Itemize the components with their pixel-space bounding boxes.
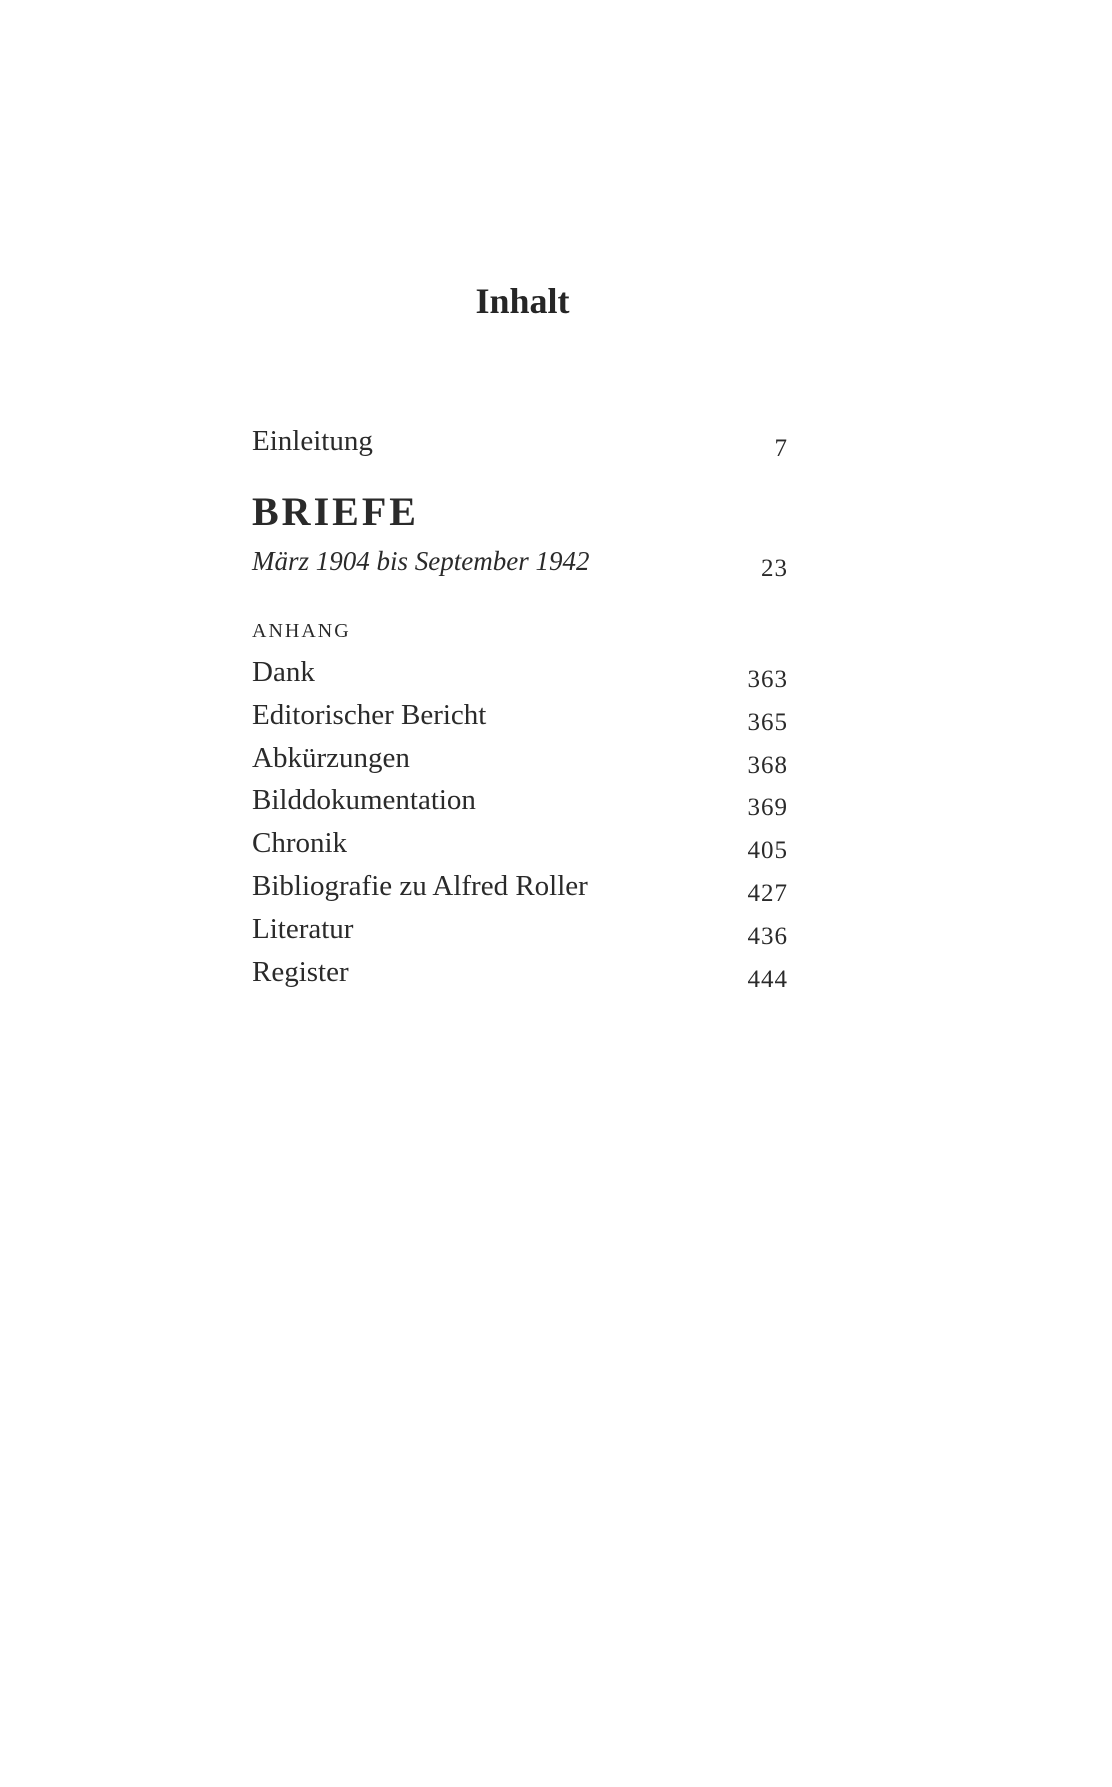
- toc-entry-page: 365: [747, 708, 788, 736]
- toc-entry-label: Abkürzungen: [252, 741, 410, 774]
- toc-entry-label: März 1904 bis September 1942: [252, 546, 590, 576]
- toc-row: [252, 823, 788, 866]
- toc-entry-page: 369: [747, 794, 788, 822]
- toc-entry-page: 368: [747, 751, 788, 779]
- toc-entry-page: 363: [747, 666, 788, 693]
- section-heading-briefe: BRIEFE: [252, 489, 419, 534]
- toc-entry-page: 427: [747, 879, 788, 907]
- toc-entry-label: Literatur: [252, 912, 354, 945]
- toc-entry-page: 23: [761, 555, 788, 582]
- toc-entry-label: Chronik: [252, 827, 348, 860]
- toc-row: [252, 652, 788, 695]
- toc-row: [252, 738, 788, 781]
- toc-row: [252, 909, 788, 952]
- toc-entry-page: 444: [747, 965, 788, 993]
- toc-entry-page: 436: [747, 922, 788, 950]
- toc-row: [252, 420, 788, 464]
- toc-row: [252, 540, 788, 584]
- toc-entry-label: Register: [252, 955, 349, 988]
- toc-list-anhang: [252, 652, 788, 994]
- toc-row: [252, 695, 788, 738]
- toc-row: [252, 866, 788, 909]
- toc-row: [252, 952, 788, 995]
- toc-entry-introduction: [252, 420, 788, 464]
- page-title: Inhalt: [475, 281, 570, 321]
- toc-row: [252, 780, 788, 823]
- toc-entry-briefe: [252, 540, 788, 584]
- toc-entry-page: 7: [774, 435, 788, 462]
- toc-entry-label: Dank: [252, 656, 315, 688]
- toc-entry-label: Editorischer Bericht: [252, 698, 487, 731]
- section-heading-anhang: ANHANG: [252, 620, 351, 642]
- toc-entry-label: Einleitung: [252, 425, 373, 457]
- toc-entry-page: 405: [747, 837, 788, 865]
- toc-entry-label: Bibliografie zu Alfred Roller: [252, 869, 588, 902]
- toc-entry-label: Bilddokumentation: [252, 784, 476, 817]
